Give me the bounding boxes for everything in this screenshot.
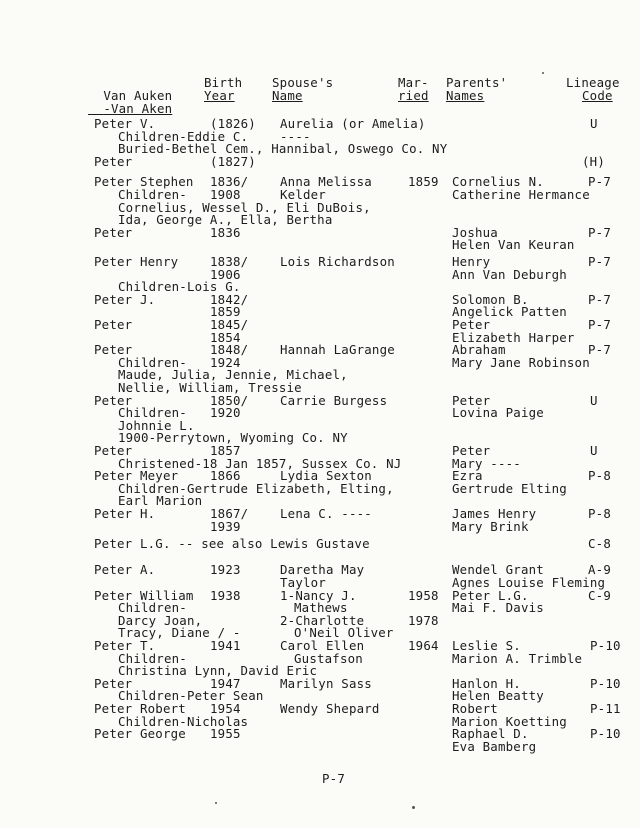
entry-parents: Solomon B. [452,292,529,307]
entry-birth: 1939 [210,519,241,534]
col-header-birth: Birth [204,75,243,90]
entry-birth: 1867/ [210,506,249,521]
entry-code: P-7 [588,292,611,307]
entry-birth: 1850/ [210,393,249,408]
entry-parents: Wendel Grant [452,562,544,577]
entry-spouse: Daretha May [280,562,365,577]
entry-code: (H) [582,154,605,169]
entry-spouse: 1-Nancy J. [280,588,357,603]
entry-parents: Marion Koetting [452,714,567,729]
entry-spouse: ---- [280,129,311,144]
entry-indent: Cornelius, Wessel D., Eli DuBois, [118,200,371,215]
entry-spouse: 2-Charlotte [280,613,365,628]
entry-name: Peter Meyer [94,468,179,483]
entry-birth: 1845/ [210,317,249,332]
entry-name: Peter Robert [94,701,186,716]
entry-birth: 1954 [210,701,241,716]
entry-mar: 1978 [408,613,439,628]
entry-birth: 1836/ [210,174,249,189]
entry-ind2: Children- [118,355,187,370]
entry-code: C-9 [588,588,611,603]
entry-parents: Helen Van Keuran [452,237,575,252]
entry-spind: O'Neil Oliver [294,625,394,640]
entry-spouse: Taylor [280,575,326,590]
entry-ind2: Darcy Joan, [118,613,203,628]
scan-speck [412,806,415,809]
entry-code: P-7 [588,254,611,269]
entry-birth: 1842/ [210,292,249,307]
entry-spouse: Lena C. ---- [280,506,372,521]
entry-spouse: Aurelia (or Amelia) [280,116,426,131]
entry-name: Peter T. [94,638,156,653]
entry-ind2: Children- [118,405,187,420]
entry-spouse: Lydia Sexton [280,468,372,483]
entry-indent: Children-Eddie C. [118,129,249,144]
entry-name: Peter H. [94,506,156,521]
entry-birth: 1920 [210,405,241,420]
entry-name: Peter George [94,726,186,741]
entry-name: Peter William [94,588,194,603]
entry-indent: Earl Marion [118,493,203,508]
entry-code: P-7 [588,317,611,332]
entry-code: P-10 [590,726,621,741]
entry-parents: Joshua [452,225,498,240]
entry-spouse: Hannah LaGrange [280,342,395,357]
entry-birth: 1923 [210,562,241,577]
entry-birth: 1838/ [210,254,249,269]
entry-birth: 1941 [210,638,241,653]
entry-birth: 1866 [210,468,241,483]
entry-parents: Peter [452,317,491,332]
entry-code: A-9 [588,562,611,577]
scan-speck [215,802,217,804]
entry-indent: Buried-Bethel Cem., Hannibal, Oswego Co. NY [118,141,448,156]
entry-name: Peter [94,154,133,169]
entry-indent: Children-Nicholas [118,714,249,729]
entry-code: C-8 [588,536,611,551]
entry-code: P-10 [590,638,621,653]
col-header-spouse-2: Name [272,88,303,103]
entry-parents: Ann Van Deburgh [452,267,567,282]
col-header-birth-2: Year [204,88,235,103]
entry-spind: Gustafson [294,651,363,666]
entry-parents: Catherine Hermance [452,187,590,202]
entry-parents: Helen Beatty [452,688,544,703]
entry-birth: 1947 [210,676,241,691]
entry-name: Peter Henry [94,254,179,269]
entry-mar: 1958 [408,588,439,603]
entry-indent: Children-Lois G. [118,279,241,294]
entry-code: P-11 [590,701,621,716]
entry-spouse: Carrie Burgess [280,393,388,408]
entry-parents: Leslie S. [452,638,521,653]
entry-birth: 1955 [210,726,241,741]
entry-code: U [590,443,598,458]
entry-birth: 1859 [210,304,241,319]
entry-birth: 1854 [210,330,241,345]
surname-line1: Van Auken [103,88,173,103]
entry-spouse: Carol Ellen [280,638,365,653]
entry-spouse: Wendy Shepard [280,701,380,716]
entry-spouse: Marilyn Sass [280,676,372,691]
entry-code: P-8 [588,506,611,521]
entry-parents: Lovina Paige [452,405,544,420]
entry-code: P-8 [588,468,611,483]
entry-parents: Abraham [452,342,506,357]
entry-parents: Robert [452,701,498,716]
entry-indent: Maude, Julia, Jennie, Michael, [118,367,348,382]
entry-name: Peter L.G. -- see also Lewis Gustave [94,536,370,551]
entry-indent: Christened-18 Jan 1857, Sussex Co. NJ [118,456,402,471]
entry-mar: 1859 [408,174,439,189]
entry-spouse: Kelder [280,187,326,202]
entry-parents: Gertrude Elting [452,481,567,496]
entry-parents: Mary Brink [452,519,529,534]
entry-code: P-7 [588,342,611,357]
entry-parents: Raphael D. [452,726,529,741]
entry-code: P-7 [588,174,611,189]
entry-indent: Children-Gertrude Elizabeth, Elting, [118,481,394,496]
entry-parents: Agnes Louise Fleming [452,575,606,590]
entry-spouse: Lois Richardson [280,254,395,269]
entry-parents: Henry [452,254,491,269]
entry-name: Peter [94,443,133,458]
col-header-spouse: Spouse's [272,75,334,90]
entry-birth: 1906 [210,267,241,282]
page-number: P-7 [322,771,345,786]
entry-code: P-7 [588,225,611,240]
col-header-married-2: ried [398,88,429,103]
entry-indent: Johnnie L. [118,418,195,433]
entry-birth: (1826) [210,116,256,131]
col-header-surname-2: -Van Aken [103,101,173,116]
entry-name: Peter [94,225,133,240]
entry-name: Peter [94,393,133,408]
entry-code: P-10 [590,676,621,691]
entry-parents: Cornelius N. [452,174,544,189]
entry-spouse: Anna Melissa [280,174,372,189]
entry-birth: 1938 [210,588,241,603]
entry-birth: 1908 [210,187,241,202]
entry-name: Peter [94,317,133,332]
entry-parents: Ezra [452,468,483,483]
col-header-parents: Parents' [446,75,508,90]
entry-ind2: Children- [118,187,187,202]
entry-parents: Elizabeth Harper [452,330,575,345]
entry-birth: 1836 [210,225,241,240]
entry-indent: 1900-Perrytown, Wyoming Co. NY [118,430,348,445]
entry-parents: Peter L.G. [452,588,529,603]
entry-name: Peter Stephen [94,174,194,189]
entry-indent: Nellie, William, Tressie [118,380,302,395]
entry-indent: Children-Peter Sean [118,688,264,703]
entry-indent: Christina Lynn, David Eric [118,663,318,678]
col-header-married: Mar- [398,75,429,90]
entry-parents: Mary ---- [452,456,521,471]
entry-ind2: Tracy, Diane / - [118,625,241,640]
entry-parents: Mary Jane Robinson [452,355,590,370]
entry-parents: Eva Bamberg [452,739,537,754]
entry-name: Peter [94,342,133,357]
entry-name: Peter V. [94,116,156,131]
entry-indent: Ida, George A., Ella, Bertha [118,212,333,227]
col-header-lineage-2: Code [582,88,613,103]
col-header-parents-2: Names [446,88,485,103]
entry-parents: James Henry [452,506,537,521]
entry-parents: Marion A. Trimble [452,651,583,666]
col-header-lineage: Lineage [566,75,620,90]
entry-parents: Hanlon H. [452,676,521,691]
entry-name: Peter A. [94,562,156,577]
scan-speck [542,72,544,74]
entry-mar: 1964 [408,638,439,653]
entry-name: Peter [94,676,133,691]
entry-birth: 1924 [210,355,241,370]
entry-spind: Mathews [294,600,348,615]
entry-parents: Mai F. Davis [452,600,544,615]
entry-birth: 1857 [210,443,241,458]
entry-parents: Peter [452,393,491,408]
entry-ind2: Children- [118,600,187,615]
entry-parents: Peter [452,443,491,458]
entry-birth: 1848/ [210,342,249,357]
entry-birth: (1827) [210,154,256,169]
entry-code: U [590,393,598,408]
entry-parents: Angelick Patten [452,304,567,319]
entry-name: Peter J. [94,292,156,307]
entry-ind2: Children- [118,651,187,666]
entry-code: U [590,116,598,131]
